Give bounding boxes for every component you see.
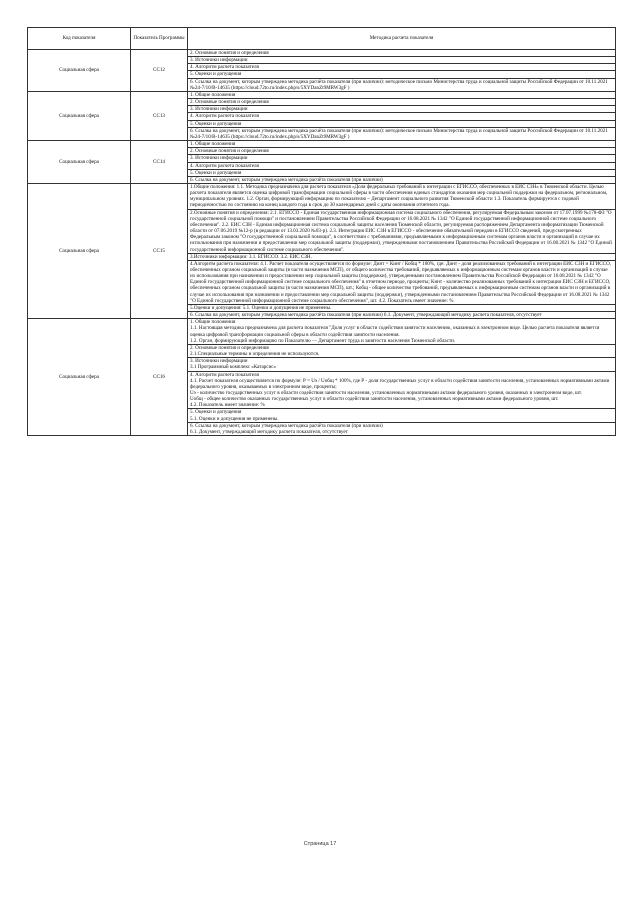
method-cell: 4. Алгоритм расчета показателя 4.1. Расчет показателя осуществляется по формуле: Р = Uэ / Uобщ * 100%, где Р - доля государственных услуг в области содействия занятости населения, установленных нормативными актами федерального уровня, оказываемых в электронном виде, проценты; Uэ - количество государственных услуг в области содействия занятости населения, установленных нормативными актами федерального уровня, оказанных в электронном виде, шт. Uобщ - общее количество оказанных государственных услуг в области содействия занятости населения, установленных нормативными актами федерального уровня, шт. 4.2. Показатель имеет значение: % [188,371,616,409]
method-cell: 5. Оценки и допущения [188,169,616,176]
method-cell: 1.Общие положения: 1.1. Методика предназначена для расчета показателя «Доля федеральных требований к интеграции с ЕГИССО, обеспеченных в ЕИС СЗН» в Тюменской области. Целью расчета показателя является оценка цифровой трансформации социальной сферы в части обеспечения единых стандартов оказания мер социальной поддержки на федеральном, региональном, муниципальном уровнях. 1.2. Орган, формирующий информацию по показателю – Департамент социального развития Тюменской области 1.3. Показатель формируется с годовой периодичностью по состоянию на конец каждого года в срок до 30 календарных дней с даты окончания отчетного года. [188,183,616,209]
method-cell: 3. Источники информации [188,106,616,113]
document-page [27,27,615,436]
program-code-cell: СС15 [131,183,188,318]
program-code-cell: СС16 [131,319,188,436]
program-code-cell: СС14 [131,141,188,184]
method-cell: 4. Алгоритм расчета показателя [188,64,616,71]
indicator-cell: Социальная сфера [28,141,131,184]
table-row [28,183,616,209]
method-cell: 4.Алгоритм расчета показателя: 4.1. Расчет показателя осуществляется по формуле: Динт = Кинт / Кобщ * 100%, где: Динт - доля реализованных требований к интеграции ЕИС СЗН и ЕГИССО, обеспеченных органом социальной защиты (в части назначения МСП), от общего количества требований, предъявляемых к информационным системам органов власти и организаций в случае их использования при назначении и предоставлении мер социальной защиты (поддержки), утвержденными постановлением Правительства Российской Федерации от 16.08.2021 № 1342 "О Единой государственной информационной системе социального обеспечения" в отчетном периоде, проценты; Кинт - количество реализованных требований к интеграции ЕИС СЗН и ЕГИССО, обеспеченных органом социальной защиты (в части назначения МСП), шт.; Кобщ - общее количество требований, предъявляемых к информационным системам органов власти и организаций в случае их использования при назначении и предоставлении мер социальной защиты (поддержки), утвержденными постановлением Правительства Российской Федерации от 16.08.2021 № 1342 "О Единой государственной информационной системе социального обеспечения", шт. 4.2. Показатель имеет значение: % [188,260,616,304]
method-cell: 1. Общие положения [188,91,616,98]
method-cell: 4. Алгоритм расчета показателя [188,162,616,169]
indicator-cell: Социальная сфера [28,183,131,318]
method-cell: 6. Ссылка на документ, которым утверждена методика расчёта показателя (при наличии) 6.1. Документ, утверждающий методику расчета показателя, отсутствует [188,312,616,319]
method-cell: 2. Основные понятия и определения [188,50,616,57]
indicator-cell: Социальная сфера [28,319,131,436]
method-cell: 2.Основные понятия и определения: 2.1. ЕГИССО - Единая государственная информационная система социального обеспечения, регулируемая Федеральным законом от 17.07.1999 №178-ФЗ "О государственной социальной помощи" и постановлением Правительства Российской Федерации от 16.08.2021 № 1342 "О Единой государственной информационной системе социального обеспечения". 2.2. ЕИС СЗН - Единая информационная система социальной защиты населения Тюменской области, регулируемая распоряжением Департамента информатизации Тюменской области от 07.06.2019 №12-р (в редакции от 13.03.2020 №03-р). 2.3. Интеграция ЕИС СЗН в ЕГИССО - обеспечение обязательной передачи в ЕГИССО сведений, предусмотренных Федеральным законом "О государственной социальной помощи", в соответствии с требованиями, предъявляемыми к информационным системам органов власти и организаций в случае их использования при назначении и предоставлении мер социальной защиты (поддержки), утвержденными постановлением Правительства Российской Федерации от 16.08.2021 № 1342 "О Единой государственной информационной системе социального обеспечения". [188,209,616,253]
program-code-cell: СС12 [131,50,188,92]
method-cell: 3. Источники информации 3.1 Программный комплекс «Катарсис» [188,358,616,371]
table-row [28,319,616,345]
method-cell: 2. Основные понятия и определения [188,148,616,155]
table-row [28,50,616,57]
method-cell: 5. Оценки и допущения [188,120,616,127]
method-cell: 5. Оценки и допущения 5.1. Оценки и допущения не применены. [188,409,616,422]
program-code-cell: СС13 [131,91,188,140]
method-cell: 2. Основные понятия и определения [188,99,616,106]
methodology-table [27,27,616,436]
method-cell: 3.Источники информации: 3.1. ЕГИССО. 3.2. ЕИС СЗН. [188,253,616,260]
method-cell: 6. Ссылка на документ, которым утверждена методика расчёта показателя (при наличии): методическое письмо Министерства труда и социальной защиты Российской Федерации от 10.11.2021 №24-7/10/В-14635 (https://cloud.72to.ru/index.php/s/5XYDanZt9MRW3gF ) [188,127,616,140]
method-cell: 1. Общие положения 1.1. Настоящая методика предназначена для расчета показателя "Доля услуг в области содействия занятости населению, оказанных в электронном виде. Целью расчета показателя является оценка цифровой трансформации социальной сферы в области содействия занятости населения. 1.2. Орган, формирующий информацию по Показателю — Департамент труда и занятости населения Тюменской области. [188,319,616,345]
header-method: Методика расчета показателя [188,28,616,50]
method-cell: 3. Источники информации [188,155,616,162]
method-cell: 6. Ссылка на документ, которым утверждена методика расчёта показателя (при наличии): методическое письмо Министерства труда и социальной защиты Российской Федерации от 10.11.2021 №24-7/10/В-14635 (https://cloud.72to.ru/index.php/s/5XYDanZt9MRW3gF ) [188,78,616,91]
header-program-indicator: Показатель Программы [131,28,188,50]
method-cell: 6. Ссылка на документ, которым утверждена методика расчёта показателя (при наличии) 6.1. Документ, утверждающий методику расчета показателя, отсутствует [188,422,616,435]
method-cell: 6. Ссылка на документ, которым утверждена методика расчёта показателя (при наличии) [188,176,616,183]
table-row [28,91,616,98]
method-cell: 3. Источники информации [188,57,616,64]
table-row [28,141,616,148]
table-header-row [28,28,616,50]
indicator-cell: Социальная сфера [28,50,131,92]
method-cell: 2. Основные понятия и определения 2.1.Специальные термины и определения не используются. [188,344,616,357]
method-cell: 5. Оценки и допущения [188,71,616,78]
table-body [28,50,616,436]
method-cell: 5.Оценки и допущения: 5.1. Оценки и допущения не применены. [188,304,616,311]
method-cell: 4. Алгоритм расчета показателя [188,113,616,120]
header-indicator-code: Код показателя [28,28,131,50]
method-cell: 1. Общие положения [188,141,616,148]
page-number: Страница 17 [303,841,337,847]
indicator-cell: Социальная сфера [28,91,131,140]
